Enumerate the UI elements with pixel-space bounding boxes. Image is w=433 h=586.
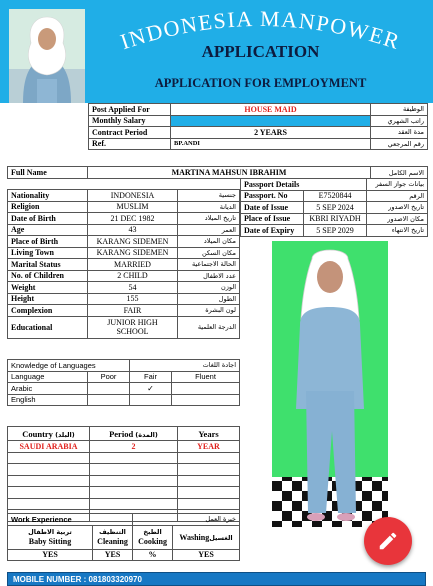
country-header: Country	[22, 428, 53, 439]
post-row	[89, 104, 428, 116]
detail-row: Religion MUSLIM الديانة	[8, 201, 240, 213]
passport-table	[240, 178, 428, 237]
skills-value-row: YES YES % YES	[8, 549, 240, 561]
post-value: HOUSE MAID	[171, 104, 371, 116]
language-row: English	[8, 394, 240, 406]
post-table	[88, 103, 428, 150]
ref-value: BP.ANDI	[171, 138, 371, 150]
passport-row: Passport. No E7520844 الرقم	[241, 190, 428, 202]
salary-value	[171, 115, 371, 127]
language-row: Arabic ✓	[8, 383, 240, 395]
experience-empty-row	[8, 452, 240, 464]
personal-details-table	[7, 189, 240, 339]
passport-row: Place of Issue KBRI RIYADH مكان الاصدور	[241, 213, 428, 225]
check-icon: ✓	[130, 383, 172, 395]
detail-row: Complexion FAIR لون البشرة	[8, 305, 240, 317]
languages-title: Knowledge of Languages	[8, 360, 130, 372]
languages-header-row: Language Poor Fair Fluent	[8, 371, 240, 383]
salary-ar: راتب الشهري	[371, 115, 428, 127]
full-name-label: Full Name	[8, 167, 88, 179]
detail-row: Height 155 الطول	[8, 293, 240, 305]
languages-title-ar: اجادة اللغات	[130, 360, 240, 372]
contract-row	[89, 127, 428, 139]
contract-label: Contract Period	[89, 127, 171, 139]
detail-row: Marital Status MARRIED الحالة الاجتماعية	[8, 259, 240, 271]
detail-row: Place of Birth KARANG SIDEMEN مكان الميلاد	[8, 236, 240, 248]
pencil-icon	[377, 530, 399, 552]
passport-title: Passport Details	[241, 179, 367, 191]
skills-header-row: تربية الاطفال Baby Sitting التنظيف Cleaning الطبخ Cooking Washingالغسيل	[8, 525, 240, 549]
salary-row	[89, 115, 428, 127]
experience-empty-row	[8, 498, 240, 510]
passport-row: Date of Issue 5 SEP 2024 تاريخ الاصدور	[241, 202, 428, 214]
ref-label: Ref.	[89, 138, 171, 150]
detail-row: Educational JUNIOR HIGH SCHOOL الدرجة العلمية	[8, 316, 240, 338]
detail-row: Date of Birth 21 DEC 1982 تاريخ الميلاد	[8, 213, 240, 225]
experience-header-row: Country (البلد) Period (المدة) Years	[8, 427, 240, 441]
languages-table	[7, 359, 240, 406]
application-title: APPLICATION	[201, 42, 320, 61]
work-experience-table	[7, 513, 240, 561]
applicant-photo-full	[272, 241, 388, 527]
post-label: Post Applied For	[89, 104, 171, 116]
post-ar: الوظيفة	[371, 104, 428, 116]
detail-row: Nationality INDONESIA جنسية	[8, 190, 240, 202]
detail-row: No. of Children 2 CHILD عدد الاطفال	[8, 270, 240, 282]
application-subtitle: APPLICATION FOR EMPLOYMENT	[154, 76, 367, 90]
experience-table	[7, 426, 240, 522]
edit-button[interactable]	[364, 517, 412, 565]
period-header: Period	[109, 428, 134, 439]
passport-row: Date of Expiry 5 SEP 2029 تاريخ الانتهاء	[241, 225, 428, 237]
applicant-photo-small	[9, 9, 85, 103]
years-header: Years	[178, 427, 240, 441]
detail-row: Living Town KARANG SIDEMEN مكان السكن	[8, 247, 240, 259]
detail-row: Age 43 العمر	[8, 224, 240, 236]
work-experience-title-ar: خبرة العمل	[133, 514, 240, 526]
svg-text:INDONESIA MANPOWER: INDONESIA MANPOWER	[117, 5, 404, 55]
work-experience-title: Work Experience	[8, 514, 133, 526]
contract-ar: مدة العقد	[371, 127, 428, 139]
full-name-ar: الاسم الكامل	[371, 167, 428, 179]
full-name-value: MARTINA MAHSUN IBRAHIM	[88, 167, 371, 179]
experience-empty-row	[8, 487, 240, 499]
salary-label: Monthly Salary	[89, 115, 171, 127]
ref-ar: رقم المرجعي	[371, 138, 428, 150]
ref-row	[89, 138, 428, 150]
contract-value: 2 YEARS	[171, 127, 371, 139]
mobile-number-footer: MOBILE NUMBER : 081803320970	[7, 572, 426, 586]
experience-row: SAUDI ARABIA 2 YEAR	[8, 441, 240, 453]
detail-row: Weight 54 الوزن	[8, 282, 240, 294]
experience-empty-row	[8, 464, 240, 476]
experience-empty-row	[8, 475, 240, 487]
passport-title-ar: بيانات جواز السفر	[367, 179, 428, 191]
